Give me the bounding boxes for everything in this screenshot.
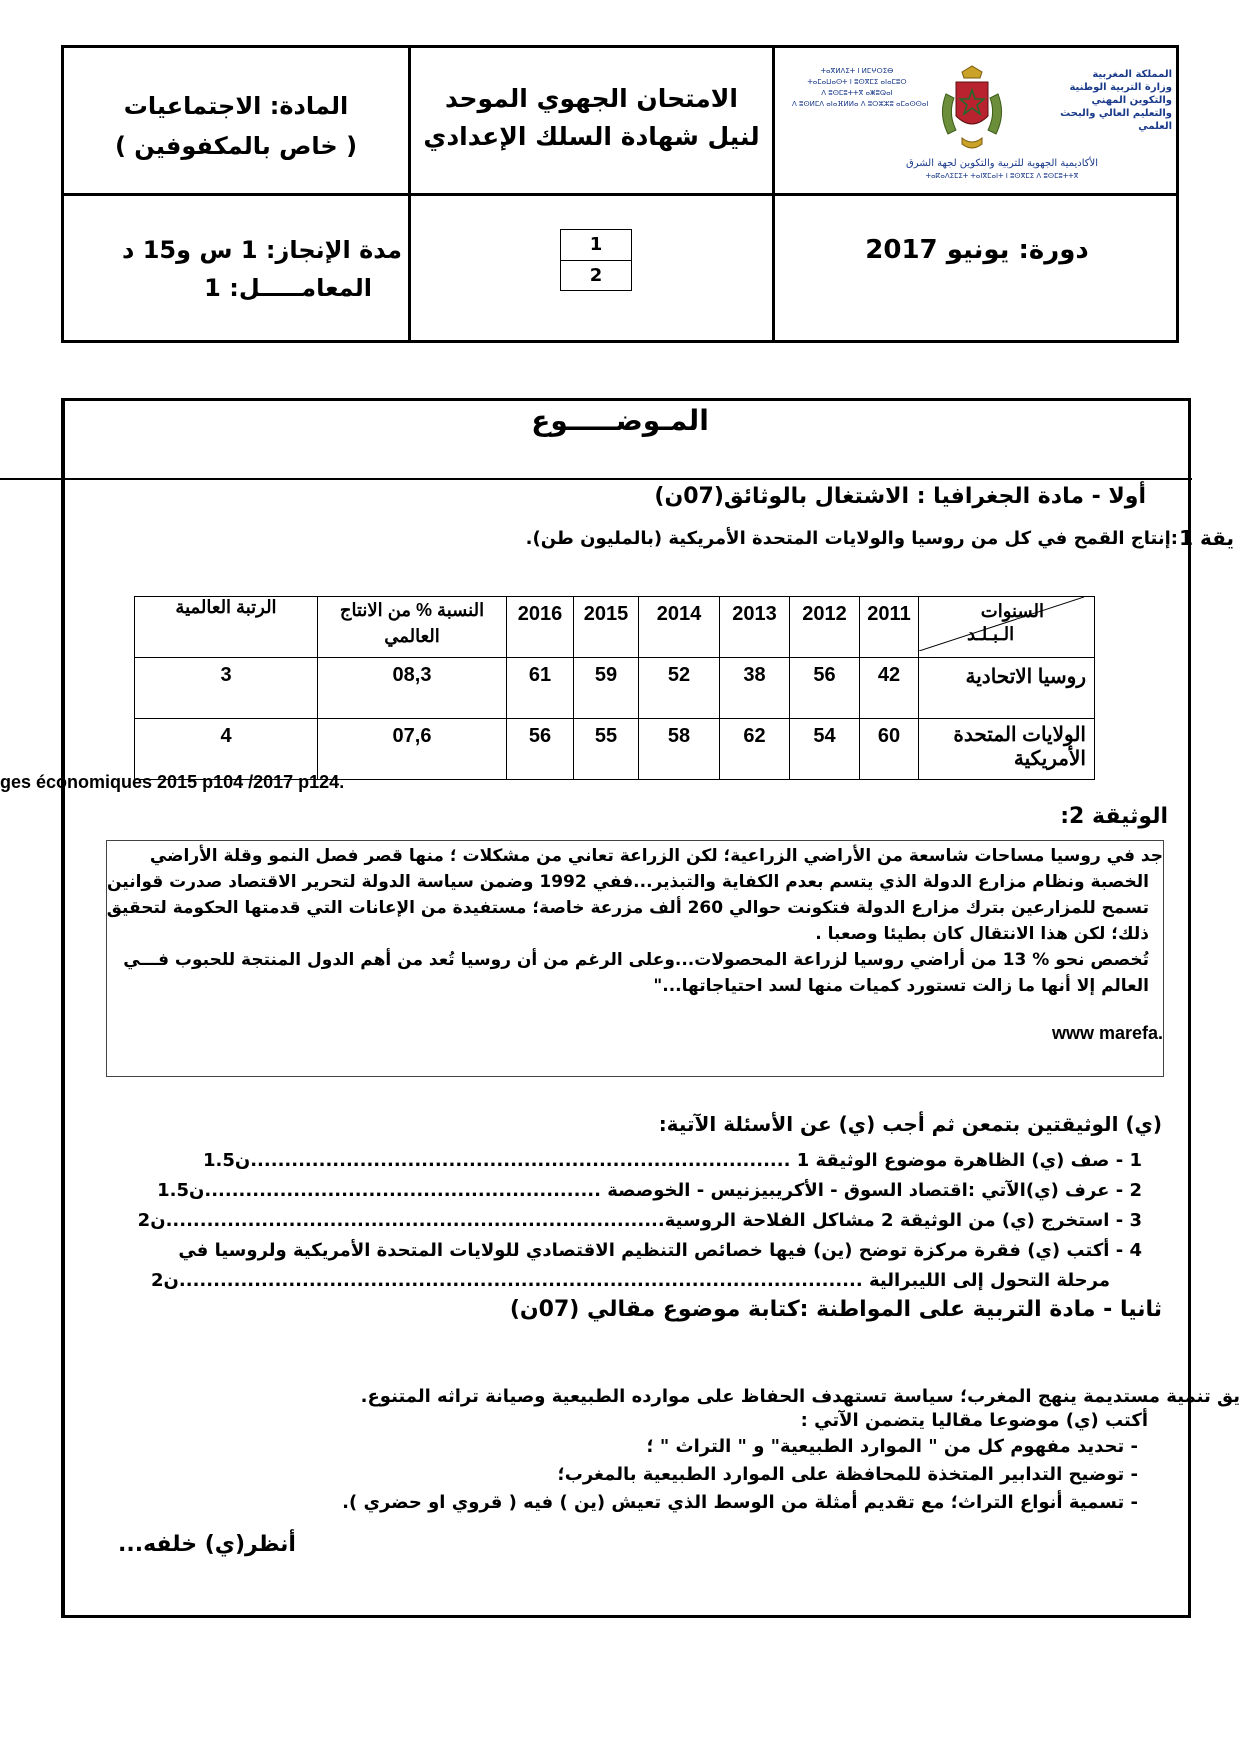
value-cell: 58	[639, 719, 720, 780]
value-cell: 61	[507, 658, 574, 719]
value-cell: 56	[507, 719, 574, 780]
part2-bullet-2: - توضيح التدابير المتخذة للمحافظة على الموارد الطبيعية بالمغرب؛	[557, 1464, 1138, 1485]
wheat-production-table	[134, 596, 1095, 780]
question-4-cont: مرحلة التحول إلى الليبرالية ....................................................................................................ن2	[151, 1270, 1110, 1291]
page-number-total: 2	[589, 265, 603, 286]
rank-cell: 4	[135, 719, 318, 780]
page-number-box	[560, 229, 632, 291]
value-cell: 62	[720, 719, 790, 780]
see-back-note: أنظر(ي) خلفه...	[118, 1532, 296, 1557]
value-cell: 54	[790, 719, 860, 780]
coefficient-label: المعامـــــل: 1	[204, 274, 372, 302]
corner-header-cell: السنوات الـبـلـد	[919, 597, 1095, 658]
year-header: 2013	[720, 597, 790, 658]
year-header: 2016	[507, 597, 574, 658]
value-cell: 56	[790, 658, 860, 719]
doc2-box	[106, 840, 1164, 1077]
subject-title: المـوضـــــوع	[531, 404, 709, 437]
country-cell: الولايات المتحدة الأمريكية	[919, 719, 1095, 780]
question-4: 4 - أكتب (ي) فقرة مركزة توضح (ين) فيها خصائص التنظيم الاقتصادي للولايات المتحدة الأمريكية ولروسيا في	[178, 1240, 1142, 1261]
exam-header	[61, 45, 1179, 343]
duration-label: مدة الإنجاز: 1 س و15 د	[122, 236, 402, 264]
question-3: 3 - استخرج (ي) من الوثيقة 2 مشاكل الفلاحة الروسية.........................................................................ن2	[137, 1210, 1142, 1231]
part2-bullet-3: - تسمية أنواع التراث؛ مع تقديم أمثلة من الوسط الذي تعيش (ين ) فيه ( قروي او حضري ).	[342, 1492, 1138, 1513]
questions-intro: (ي) الوثيقتين بتمعن ثم أجب (ي) عن الأسئلة الآتية:	[658, 1112, 1162, 1136]
header-divider-horizontal	[64, 193, 1176, 196]
question-2: 2 - عرف (ي)الآتي :اقتصاد السوق - الأكريبيزنيس - الخوصصة ..........................................................ن1.5	[157, 1180, 1142, 1201]
doc1-caption: :إنتاج القمح في كل من روسيا والولايات المتحدة الأمريكية (بالمليون طن).	[525, 528, 1178, 549]
value-cell: 59	[574, 658, 639, 719]
share-cell: 08,3	[318, 658, 507, 719]
doc2-text: جد في روسيا مساحات شاسعة من الأراضي الزراعية؛ لكن الزراعة تعاني من مشكلات ؛ منها قصر فصل النمو وقلة الأراضي الخصبة ونظام مزارع الدولة الذي يتسم بعدم الكفاية والتبذير...ففي 1992 وضمن سياسة الدولة لتحرير الاقتصاد صدرت قوانين تسمح للمزارعين بترك مزارع الدولة فتكونت حوالي 260 ألف مزرعة خاصة؛ مستفيدة من الإعانات التي قدمتها الحكومة لتحقيق ذلك؛ لكن هذا الانتقال كان بطيئا وصعبا . تُخصص نحو % 13 من أراضي روسيا لزراعة المحصولات...وعلى الرغم من أن روسيا تُعد من أهم الدول المنتجة للحبوب فـــي العالم إلا أنها ما زالت تستورد كميات منها لسد احتياجاتها..."	[106, 846, 1163, 996]
coat-of-arms-icon	[932, 64, 1012, 156]
value-cell: 60	[860, 719, 919, 780]
doc2-label: الوثيقة 2:	[1060, 804, 1168, 829]
subject-block: المادة: الاجتماعيات ( خاص بالمكفوفين )	[114, 92, 358, 160]
doc2-source: www marefa.	[1051, 1023, 1163, 1043]
ministry-logo-block	[792, 62, 1172, 186]
academy-arabic-text: الأكاديمية الجهوية للتربية والتكوين لجهة الشرق	[905, 158, 1099, 169]
table-header-row	[135, 597, 1095, 658]
share-cell: 07,6	[318, 719, 507, 780]
rank-cell: 3	[135, 658, 318, 719]
value-cell: 52	[639, 658, 720, 719]
part2-instruction: أكتب (ي) موضوعا مقاليا يتضمن الآتي :	[800, 1410, 1148, 1431]
value-cell: 55	[574, 719, 639, 780]
table-row	[135, 719, 1095, 780]
country-cell: روسيا الاتحادية	[919, 658, 1095, 719]
ministry-tifinagh-text: ⵜⴰⴳⵍⴷⵉⵜ ⵏ ⵍⵎⵖⵔⵉⴱ ⵜⴰⵎⴰⵡⴰⵙⵜ ⵏ ⵓⵙⴳⵎⵉ ⴰⵏⴰⵎⵓⵔ ⴷ ⵓⵙⵎⵓⵜⵜⴳ ⴰⵥⵓⵕⴰⵏ ⴷ ⵓⵙⵍⵎⴷ ⴰⵏⴰⴼⵍⵍⴰ ⴷ ⵓⵔⵣⵣⵓ ⴰⵎⴰⵙⵙⴰⵏ	[792, 67, 929, 108]
question-1: 1 - صف (ي) الظاهرة موضوع الوثيقة 1 ...............................................................................ن1.5	[202, 1150, 1142, 1171]
table-row	[135, 658, 1095, 719]
share-header: النسبة % من الانتاج العالمي	[318, 597, 507, 658]
doc1-label: يقة 1	[1179, 526, 1234, 550]
subject-title-divider	[0, 478, 1192, 480]
part1-title: أولا - مادة الجغرافيا : الاشتغال بالوثائق(07ن)	[654, 484, 1146, 509]
doc1-source: ges économiques 2015 p104 /2017 p124.	[0, 772, 345, 792]
year-header: 2012	[790, 597, 860, 658]
part2-intro: يق تنمية مستديمة ينهج المغرب؛ سياسة تستهدف الحفاظ على موارده الطبيعية وصيانة تراثه المتنوع.	[360, 1386, 1240, 1407]
value-cell: 38	[720, 658, 790, 719]
duration-block	[112, 231, 402, 307]
ministry-arabic-text: المملكة المغربية وزارة التربية الوطنية والتكوين المهني والتعليم العالي والبحث العلمي	[1060, 69, 1172, 132]
part2-title: ثانيا - مادة التربية على المواطنة :كتابة موضوع مقالي (07ن)	[509, 1297, 1162, 1322]
value-cell: 42	[860, 658, 919, 719]
year-header: 2015	[574, 597, 639, 658]
header-divider-right	[772, 48, 775, 340]
exam-title: الامتحان الجهوي الموحد لنيل شهادة السلك الإعدادي	[423, 84, 760, 151]
year-header: 2011	[860, 597, 919, 658]
academy-tifinagh-text: ⵜⴰⴽⴰⴷⵉⵎⵉⵜ ⵜⴰⵏⴳⵎⴰⵏⵜ ⵏ ⵓⵙⴳⵎⵉ ⴷ ⵓⵙⵎⵓⵜⵜⴳ	[925, 172, 1079, 180]
year-header: 2014	[639, 597, 720, 658]
rank-header: الرتبة العالمية	[135, 597, 318, 658]
session-label: دورة: يونيو 2017	[865, 235, 1089, 265]
page-number-current: 1	[561, 230, 631, 261]
part2-bullet-1: - تحديد مفهوم كل من " الموارد الطبيعية" و " التراث " ؛	[646, 1436, 1138, 1457]
